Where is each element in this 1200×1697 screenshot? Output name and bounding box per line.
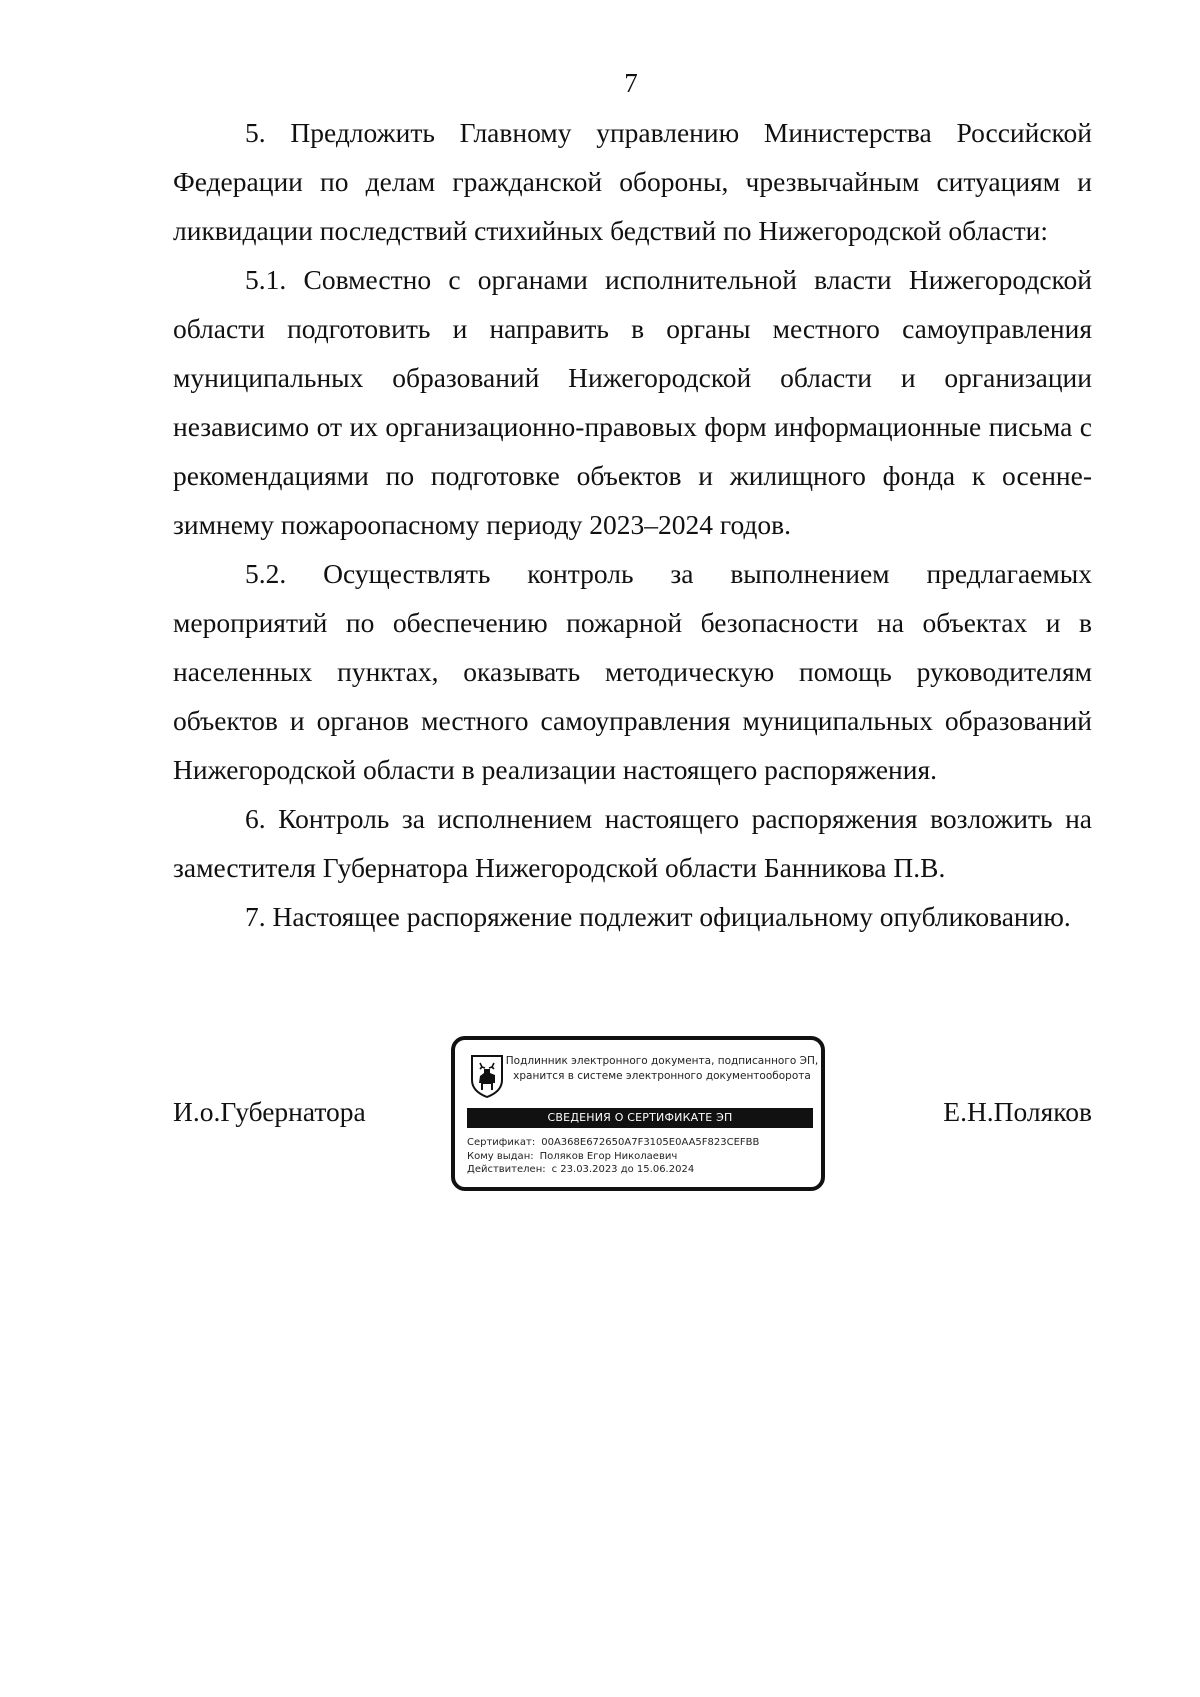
electronic-signature-stamp: [451, 1036, 825, 1191]
paragraph-5-2: 5.2. Осуществлять контроль за выполнением предлагаемых мероприятий по обеспечению пожарной безопасности на объектах и в населенных пунктах, оказывать методическую помощь руководителям объектов и органов местного самоуправления муниципальных образований Нижегородской области в реализации настоящего распоряжения.: [173, 558, 1092, 785]
certificate-info-bar: СВЕДЕНИЯ О СЕРТИФИКАТЕ ЭП: [467, 1108, 813, 1128]
document-body: [173, 108, 1092, 941]
stamp-header-line-2: хранится в системе электронного документооборота: [513, 1070, 811, 1082]
certificate-details: [467, 1136, 759, 1177]
certificate-row: [467, 1136, 759, 1150]
issued-to-row: [467, 1150, 759, 1164]
stamp-header-line-1: Подлинник электронного документа, подписанного ЭП,: [505, 1055, 819, 1067]
validity-value: с 23.03.2023 до 15.06.2024: [551, 1164, 695, 1175]
validity-row: [467, 1163, 759, 1177]
certificate-value: 00A368E672650A7F3105E0AA5F823CEFBB: [541, 1137, 760, 1148]
validity-label: Действителен:: [467, 1164, 546, 1175]
signature-block: [173, 1036, 1092, 1196]
paragraph-5: 5. Предложить Главному управлению Министерства Российской Федерации по делам гражданской обороны, чрезвычайным ситуациям и ликвидации последствий стихийных бедствий по Нижегородской области:: [173, 117, 1092, 246]
paragraph-5-1: 5.1. Совместно с органами исполнительной власти Нижегородской области подготовить и направить в органы местного самоуправления муниципальных образований Нижегородской области и организации независимо от их организационно-правовых форм информационные письма с рекомендациями по подготовке объектов и жилищного фонда к осенне-зимнему пожароопасному периоду 2023–2024 годов.: [173, 264, 1092, 540]
deer-emblem-icon: [469, 1054, 505, 1098]
signatory-title: И.о.Губернатора: [173, 1096, 366, 1127]
stamp-header: [503, 1054, 821, 1084]
issued-to-value: Поляков Егор Николаевич: [539, 1150, 678, 1162]
paragraph-7: 7. Настоящее распоряжение подлежит официальному опубликованию.: [245, 901, 1071, 932]
page-number: 7: [624, 68, 638, 98]
issued-to-label: Кому выдан:: [467, 1150, 534, 1162]
paragraph-6: 6. Контроль за исполнением настоящего распоряжения возложить на заместителя Губернатора Нижегородской области Банникова П.В.: [173, 803, 1092, 883]
certificate-label: Сертификат:: [467, 1137, 536, 1148]
signatory-name: Е.Н.Поляков: [943, 1096, 1092, 1127]
